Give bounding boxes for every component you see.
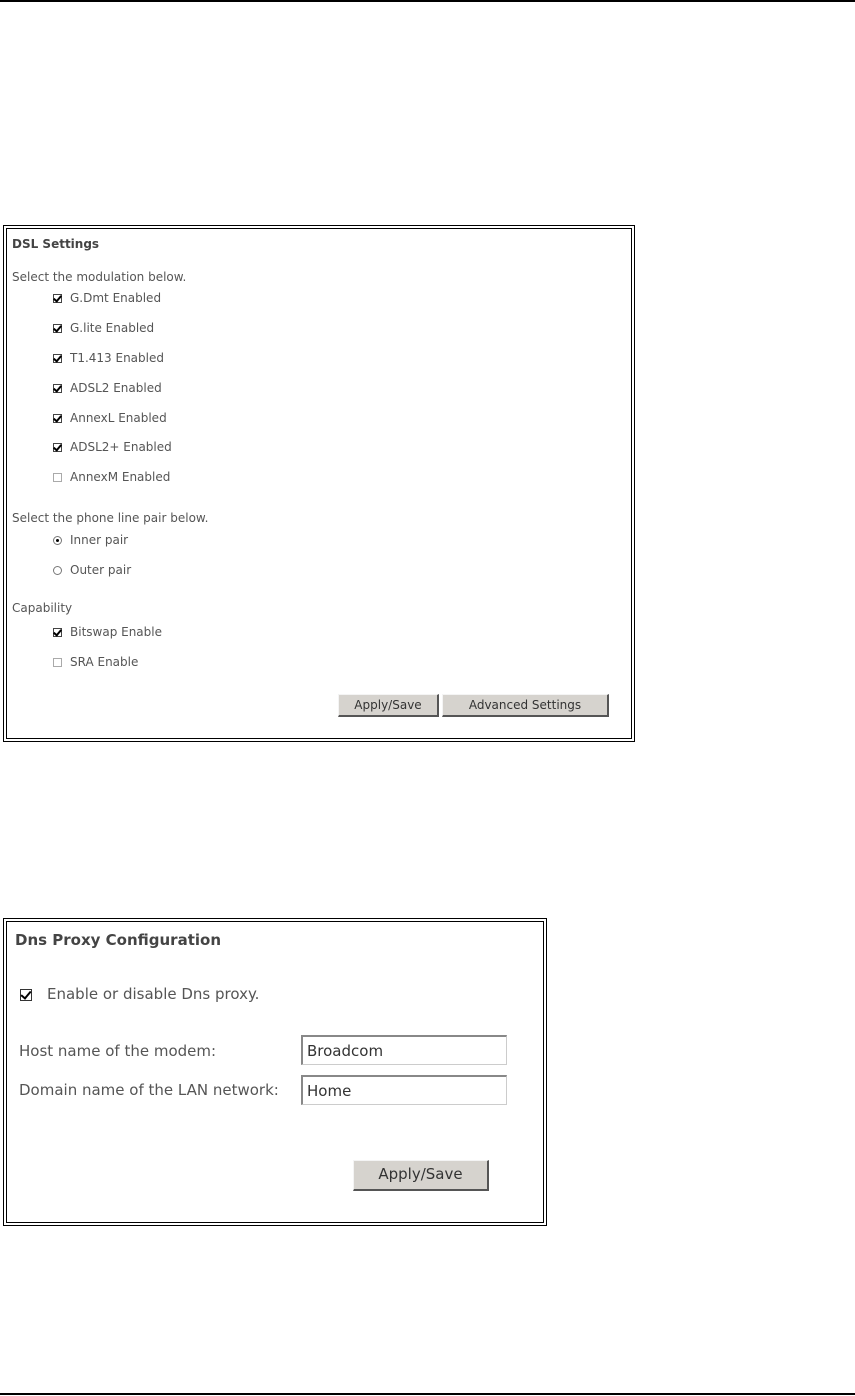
gdmt-label: G.Dmt Enabled xyxy=(70,291,162,305)
bitswap-checkbox[interactable] xyxy=(53,628,62,637)
dsl-settings-title: DSL Settings xyxy=(12,237,100,251)
annexl-label: AnnexL Enabled xyxy=(70,411,167,425)
outer-pair-radio[interactable] xyxy=(53,566,62,575)
pair-prompt: Select the phone line pair below. xyxy=(12,511,209,525)
sra-label: SRA Enable xyxy=(70,655,139,669)
capability-heading: Capability xyxy=(12,601,73,615)
page-bottom-rule xyxy=(0,1393,855,1395)
adsl2-checkbox[interactable] xyxy=(53,384,62,393)
t1413-checkbox[interactable] xyxy=(53,354,62,363)
adsl2-label: ADSL2 Enabled xyxy=(70,381,162,395)
modulation-prompt: Select the modulation below. xyxy=(12,270,187,284)
annexl-checkbox[interactable] xyxy=(53,414,62,423)
dsl-apply-save-button[interactable]: Apply/Save xyxy=(338,694,439,717)
dns-proxy-title: Dns Proxy Configuration xyxy=(15,931,221,949)
sra-checkbox[interactable] xyxy=(53,658,62,667)
domain-name-label: Domain name of the LAN network: xyxy=(19,1081,279,1099)
glite-checkbox[interactable] xyxy=(53,324,62,333)
annexm-checkbox[interactable] xyxy=(53,473,62,482)
dsl-settings-panel xyxy=(6,228,632,739)
annexm-label: AnnexM Enabled xyxy=(70,470,171,484)
gdmt-checkbox[interactable] xyxy=(53,294,62,303)
page-top-rule xyxy=(0,0,855,2)
enable-dns-proxy-label: Enable or disable Dns proxy. xyxy=(47,985,260,1003)
inner-pair-radio[interactable] xyxy=(53,536,62,545)
dns-apply-save-button[interactable]: Apply/Save xyxy=(353,1160,489,1191)
bitswap-label: Bitswap Enable xyxy=(70,625,162,639)
adsl2plus-checkbox[interactable] xyxy=(53,443,62,452)
domain-name-input[interactable] xyxy=(301,1075,507,1105)
outer-pair-label: Outer pair xyxy=(70,563,132,577)
glite-label: G.lite Enabled xyxy=(70,321,155,335)
dns-proxy-panel xyxy=(6,921,544,1223)
t1413-label: T1.413 Enabled xyxy=(70,351,164,365)
adsl2plus-label: ADSL2+ Enabled xyxy=(70,440,172,454)
host-name-label: Host name of the modem: xyxy=(19,1042,217,1060)
host-name-input[interactable] xyxy=(301,1035,507,1065)
enable-dns-proxy-checkbox[interactable] xyxy=(20,989,32,1001)
inner-pair-label: Inner pair xyxy=(70,533,129,547)
advanced-settings-button[interactable]: Advanced Settings xyxy=(442,694,609,717)
